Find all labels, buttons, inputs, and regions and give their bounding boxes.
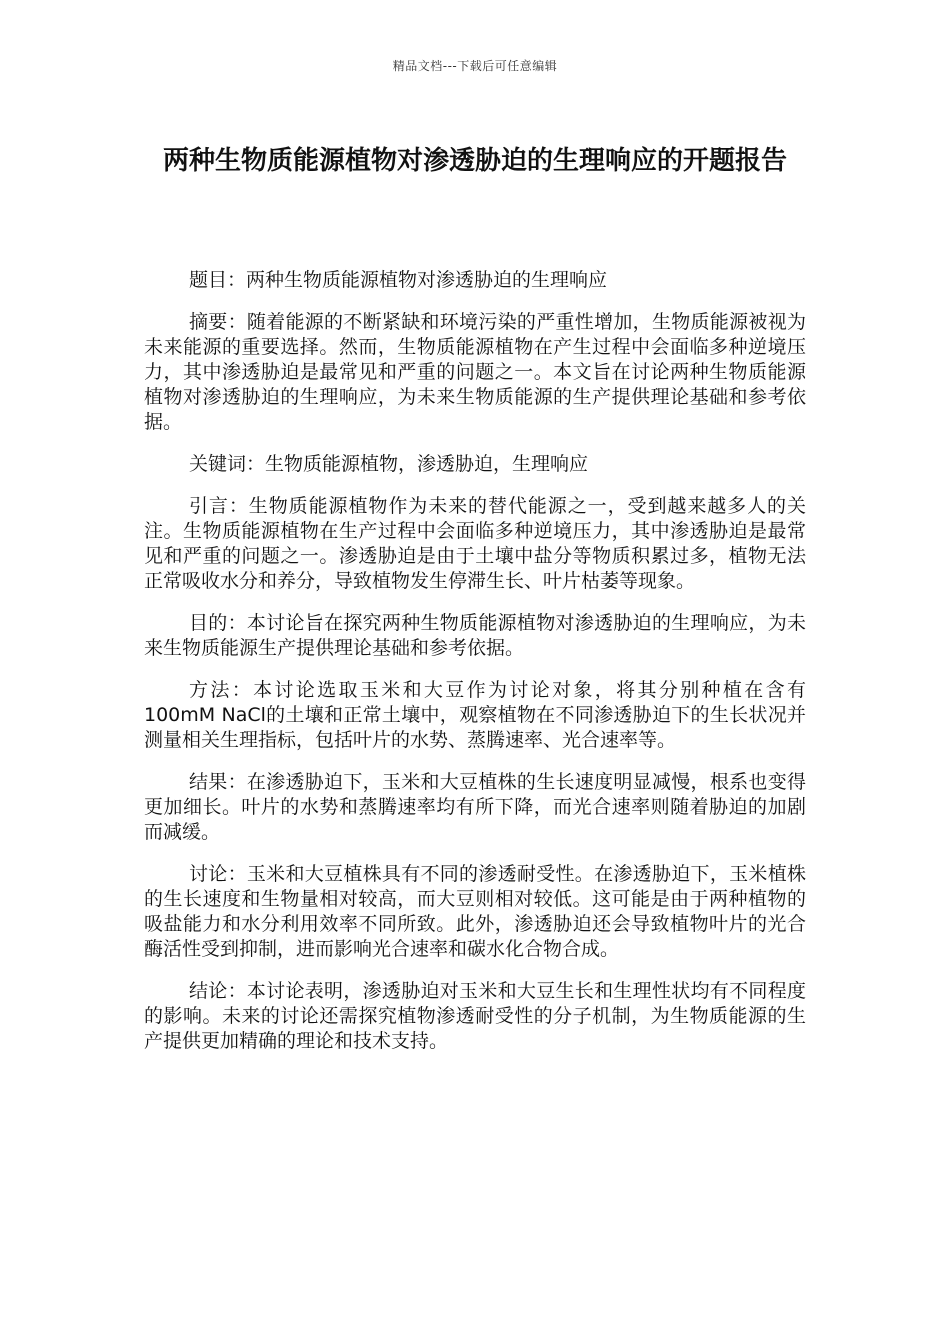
paragraph-topic: 题目：两种生物质能源植物对渗透胁迫的生理响应	[189, 269, 608, 291]
paragraph-discussion: 讨论：玉米和大豆植株具有不同的渗透耐受性。在渗透胁迫下，玉米植株的生长速度和生物量相对较高，而大豆则相对较低。这可能是由于两种植物的吸盐能力和水分利用效率不同所致。此外，渗透胁迫还会导致植物叶片的光合酶活性受到抑制，进而影响光合速率和碳水化合物合成。	[144, 863, 806, 960]
paragraph-keywords: 关键词：生物质能源植物，渗透胁迫，生理响应	[189, 453, 589, 475]
paragraph-methods: 方法：本讨论选取玉米和大豆作为讨论对象，将其分别种植在含有100mM NaCl的土壤和正常土壤中，观察植物在不同渗透胁迫下的生长状况并测量相关生理指标，包括叶片的水势、蒸腾速率、光合速率等。	[144, 679, 806, 751]
paragraph-purpose: 目的：本讨论旨在探究两种生物质能源植物对渗透胁迫的生理响应，为未来生物质能源生产提供理论基础和参考依据。	[144, 612, 806, 659]
paragraph-conclusion: 结论：本讨论表明，渗透胁迫对玉米和大豆生长和生理性状均有不同程度的影响。未来的讨论还需探究植物渗透耐受性的分子机制，为生物质能源的生产提供更加精确的理论和技术支持。	[144, 980, 806, 1052]
paragraph-results: 结果：在渗透胁迫下，玉米和大豆植株的生长速度明显减慢，根系也变得更加细长。叶片的水势和蒸腾速率均有所下降，而光合速率则随着胁迫的加剧而减缓。	[144, 771, 806, 843]
document-title: 两种生物质能源植物对渗透胁迫的生理响应的开题报告	[162, 146, 787, 176]
paragraph-introduction: 引言：生物质能源植物作为未来的替代能源之一，受到越来越多人的关注。生物质能源植物在生产过程中会面临多种逆境压力，其中渗透胁迫是最常见和严重的问题之一。渗透胁迫是由于土壤中盐分等物质积累过多，植物无法正常吸收水分和养分，导致植物发生停滞生长、叶片枯萎等现象。	[144, 495, 806, 592]
document-body	[144, 268, 806, 1071]
paragraph-abstract: 摘要：随着能源的不断紧缺和环境污染的严重性增加，生物质能源被视为未来能源的重要选择。然而，生物质能源植物在产生过程中会面临多种逆境压力，其中渗透胁迫是最常见和严重的问题之一。本文旨在讨论两种生物质能源植物对渗透胁迫的生理响应，为未来生物质能源的生产提供理论基础和参考依据。	[144, 311, 806, 433]
header-note: 精品文档---下载后可任意编辑	[392, 59, 558, 73]
